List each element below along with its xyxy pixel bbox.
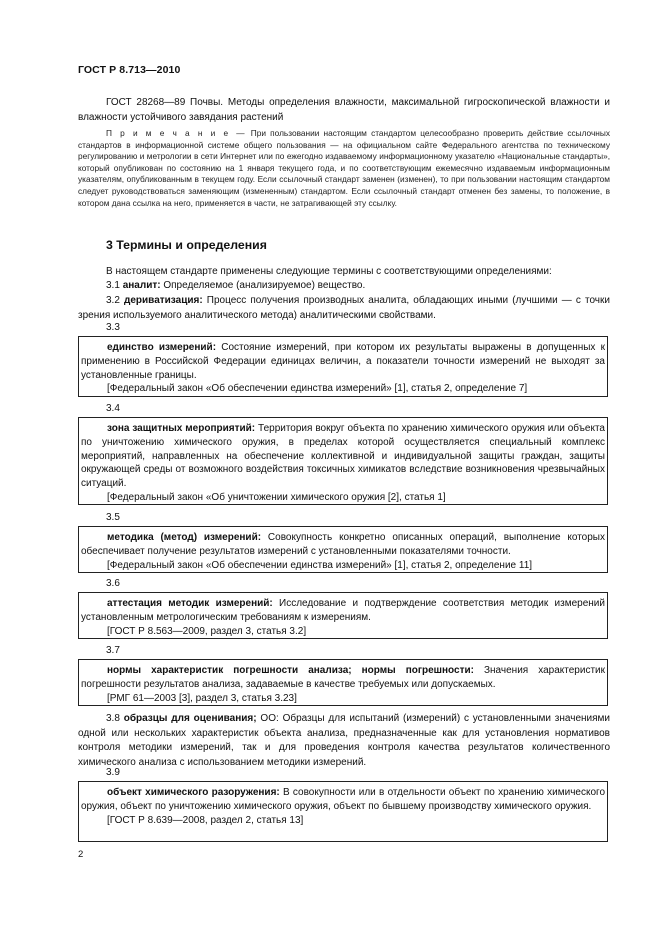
term-definition: Совокупность конкретно описанных операций, выполнение которых обеспечивает получение результатов измерений с установленными показателями точности. — [81, 532, 605, 557]
term-definition: В совокупности или в отдельности объект по хранению химического оружия, объект по уничтожению химического оружия, объект по бывшему производству химического оружия. — [81, 787, 606, 812]
term-number: 3.8 — [106, 713, 124, 724]
term-box-3-6 — [78, 592, 608, 639]
term-number-3-6: 3.6 — [106, 578, 120, 589]
term-definition: ОО: Образцы для испытаний (измерений) с установленными значениями одной или нескольких характеристик объекта анализа, предназначенные как для установления нормативов контроля методики измерений, так и для проведения контроля качества результатов количественного химического анализа с использованием методики измерений. — [78, 713, 610, 768]
term-box-3-5 — [78, 526, 608, 573]
term-source: [ГОСТ Р 8.563—2009, раздел 3, статья 3.2] — [107, 625, 307, 637]
term-3-1 — [78, 279, 610, 294]
term-name: зона защитных мероприятий: — [107, 423, 256, 434]
term-definition-line — [81, 422, 605, 491]
page-number: 2 — [78, 849, 84, 860]
normative-reference: ГОСТ 28268—89 Почвы. Методы определения влажности, максимальной гигроскопической влажности и влажности устойчивого завядания растений — [78, 97, 610, 123]
term-definition: Территория вокруг объекта по хранению химического оружия или объекта по уничтожению химического оружия, в пределах которой осуществляется специальный комплекс мероприятий, направленных на обеспечение коллективной и индивидуальной защиты граждан, защиты окружающей среды от возможного воздействия токсичных химикатов вследствие возникновения чрезвычайных ситуаций. — [81, 423, 605, 490]
term-definition-line — [81, 341, 605, 382]
term-box-3-7 — [78, 659, 608, 706]
term-source: [РМГ 61—2003 [3], раздел 3, статья 3.23] — [107, 692, 297, 704]
term-box-3-4 — [78, 417, 608, 505]
term-source: [ГОСТ Р 8.639—2008, раздел 2, статья 13] — [107, 814, 304, 826]
term-definition: Процесс получения производных аналита, обладающих иными (лучшими — с точки зрения используемого аналитического метода) аналитическими свойствами. — [78, 295, 610, 321]
document-header: ГОСТ Р 8.713—2010 — [78, 64, 181, 76]
term-name: аттестация методик измерений: — [107, 598, 273, 609]
term-box-3-9 — [78, 781, 608, 842]
term-box-3-3 — [78, 336, 608, 397]
term-number: 3.2 — [106, 295, 125, 306]
term-name: аналит: — [122, 280, 161, 291]
term-number-3-3: 3.3 — [106, 322, 120, 333]
term-number-3-9: 3.9 — [106, 767, 120, 778]
term-source: [Федеральный закон «Об обеспечении единства измерений» [1], статья 2, определение 11] — [107, 559, 533, 571]
term-definition: Состояние измерений, при котором их результаты выражены в допущенных к применению в Российской Федерации единицах величин, а показатели точности измерений не выходят за установленные границы. — [81, 342, 605, 381]
term-definition: Определяемое (анализируемое) вещество. — [160, 280, 366, 291]
term-3-2 — [78, 294, 610, 323]
term-name: методика (метод) измерений: — [107, 532, 262, 543]
term-definition-line — [81, 531, 605, 559]
term-number-3-4: 3.4 — [106, 403, 120, 414]
term-definition-line — [81, 786, 605, 814]
term-definition: Исследование и подтверждение соответствия методик измерений установленным метрологическим требованиям к измерениям. — [81, 598, 605, 623]
term-number-3-7: 3.7 — [106, 645, 120, 656]
term-number: 3.1 — [106, 280, 123, 291]
term-name: нормы характеристик погрешности анализа; нормы погрешности: — [107, 665, 474, 676]
term-definition-line — [81, 664, 605, 692]
note-lead: П р и м е ч а н и е — — [106, 128, 247, 138]
intro-paragraph: В настоящем стандарте применены следующие термины с соответствующими определениями: — [106, 266, 552, 277]
term-number-3-5: 3.5 — [106, 512, 120, 523]
term-name: образцы для оценивания; — [123, 713, 257, 724]
section-title: 3 Термины и определения — [106, 238, 267, 252]
term-definition-line — [81, 597, 605, 625]
term-name: единство измерений: — [107, 342, 217, 353]
note-text: При пользовании настоящим стандартом целесообразно проверить действие ссылочных стандартов в информационной системе общего пользования — на официальном сайте Федерального агентства по техническому регулированию и метрологии в сети Интернет или по ежегодно издаваемому информационному указателю «Национальные стандарты», который опубликован по состоянию на 1 января текущего года, и по соответствующим ежемесячно издаваемым информационным указателям, опубликованным в текущем году. Если ссылочный стандарт заменен (изменен), то при пользовании настоящим стандартом следует руководствоваться заменяющим (измененным) стандартом. Если ссылочный стандарт отменен без замены, то положение, в котором дана ссылка на него, применяется в части, не затрагивающей эту ссылку. — [78, 128, 610, 208]
term-3-8 — [78, 712, 610, 770]
term-definition: Значения характеристик погрешности результатов анализа, задаваемые в качестве требуемых или допускаемых. — [81, 665, 605, 690]
note-paragraph — [78, 128, 610, 209]
term-source: [Федеральный закон «Об уничтожении химического оружия [2], статья 1] — [107, 491, 446, 503]
term-name: дериватизация: — [124, 295, 203, 306]
term-name: объект химического разоружения: — [107, 787, 280, 798]
term-source: [Федеральный закон «Об обеспечении единства измерений» [1], статья 2, определение 7] — [107, 383, 528, 395]
